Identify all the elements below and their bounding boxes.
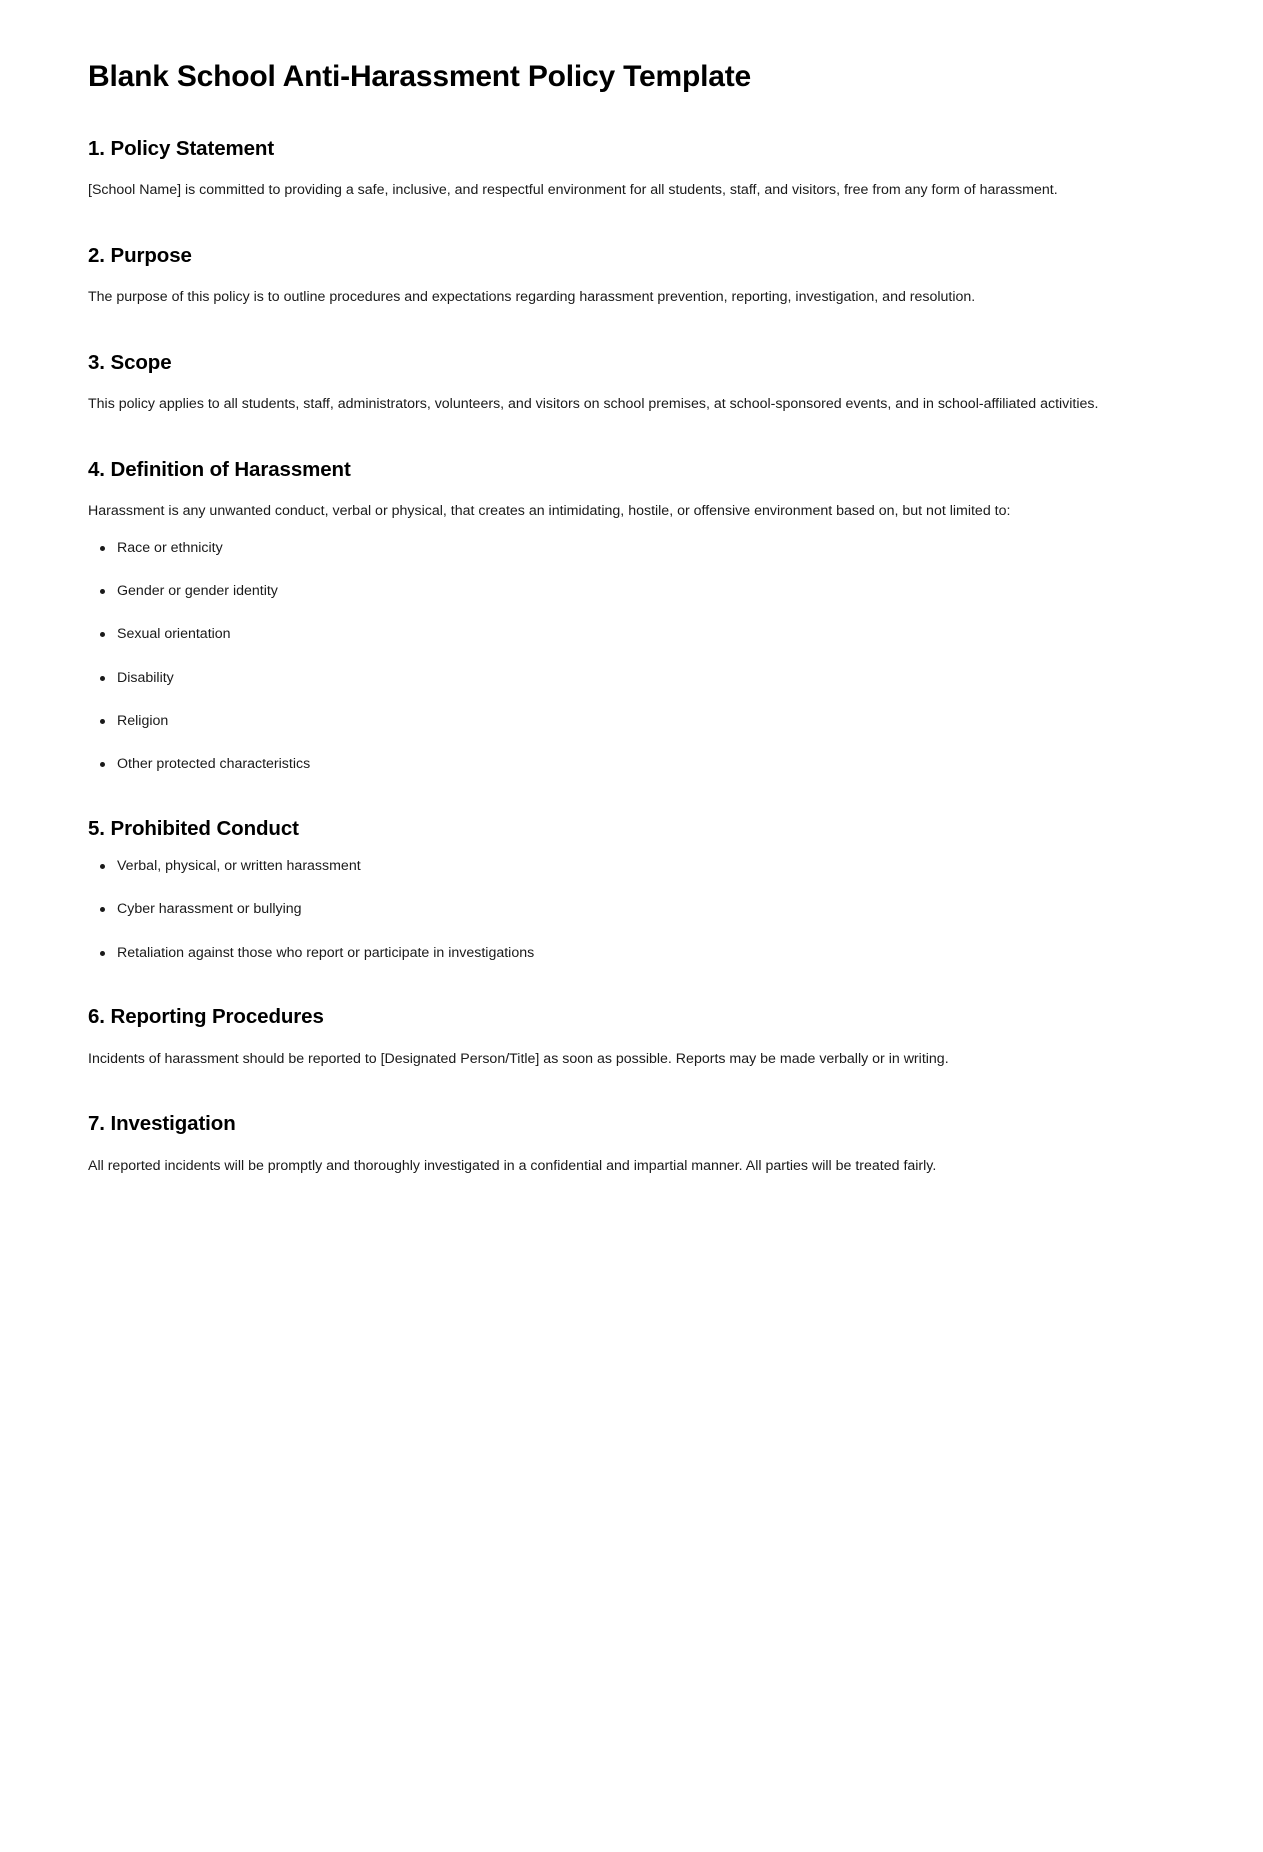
bullet-icon — [100, 719, 105, 724]
list-item-label: Sexual orientation — [117, 626, 231, 643]
list-item-label: Cyber harassment or bullying — [117, 901, 302, 918]
document-section — [88, 136, 1175, 203]
document-sections — [88, 136, 1175, 1179]
list-item — [88, 943, 1175, 964]
bullet-icon — [100, 589, 105, 594]
list-item-label: Religion — [117, 712, 169, 729]
page-title: Blank School Anti-Harassment Policy Template — [88, 60, 752, 93]
bullet-icon — [100, 907, 105, 912]
document-section — [88, 1111, 1175, 1178]
list-item — [88, 581, 1175, 602]
bullet-icon — [100, 762, 105, 767]
list-item-label: Disability — [117, 669, 174, 686]
list-item-label: Gender or gender identity — [117, 583, 278, 600]
list-item — [88, 538, 1175, 559]
document-section — [88, 350, 1175, 417]
list-item — [88, 711, 1175, 732]
section-paragraph: Harassment is any unwanted conduct, verbal or physical, that creates an intimidating, hostile, or offensive environment based on, but not limited to: — [88, 503, 1011, 520]
section-heading: 1. Policy Statement — [88, 136, 275, 160]
list-item — [88, 856, 1175, 877]
list-item-label: Verbal, physical, or written harassment — [117, 858, 361, 875]
document-section — [88, 1004, 1175, 1071]
section-bullet-list — [88, 856, 1175, 964]
section-paragraph: The purpose of this policy is to outline procedures and expectations regarding harassment prevention, reporting, investigation, and resolution. — [88, 289, 976, 306]
section-heading: 2. Purpose — [88, 243, 192, 267]
document-section — [88, 816, 1175, 965]
section-heading: 5. Prohibited Conduct — [88, 816, 299, 840]
section-paragraph: [School Name] is committed to providing a safe, inclusive, and respectful environment for all students, staff, and visitors, free from any form of harassment. — [88, 182, 1058, 199]
bullet-icon — [100, 546, 105, 551]
bullet-icon — [100, 632, 105, 637]
section-heading: 7. Investigation — [88, 1112, 236, 1136]
section-paragraph: Incidents of harassment should be reported to [Designated Person/Title] as soon as possible. Reports may be made verbally or in writing. — [88, 1050, 949, 1067]
section-heading: 4. Definition of Harassment — [88, 457, 351, 481]
list-item-label: Retaliation against those who report or participate in investigations — [117, 944, 535, 961]
list-item — [88, 624, 1175, 645]
list-item — [88, 899, 1175, 920]
document-section — [88, 243, 1175, 310]
bullet-icon — [100, 951, 105, 956]
document-section — [88, 457, 1175, 776]
section-paragraph: This policy applies to all students, staff, administrators, volunteers, and visitors on school premises, at school-sponsored events, and in school-affiliated activities. — [88, 396, 1099, 413]
section-heading: 3. Scope — [88, 350, 172, 374]
section-paragraph: All reported incidents will be promptly and thoroughly investigated in a confidential and impartial manner. All parties will be treated fairly. — [88, 1157, 937, 1174]
list-item — [88, 754, 1175, 775]
bullet-icon — [100, 864, 105, 869]
section-heading: 6. Reporting Procedures — [88, 1005, 324, 1029]
section-bullet-list — [88, 538, 1175, 776]
list-item-label: Race or ethnicity — [117, 539, 223, 556]
bullet-icon — [100, 676, 105, 681]
list-item-label: Other protected characteristics — [117, 756, 311, 773]
list-item — [88, 668, 1175, 689]
